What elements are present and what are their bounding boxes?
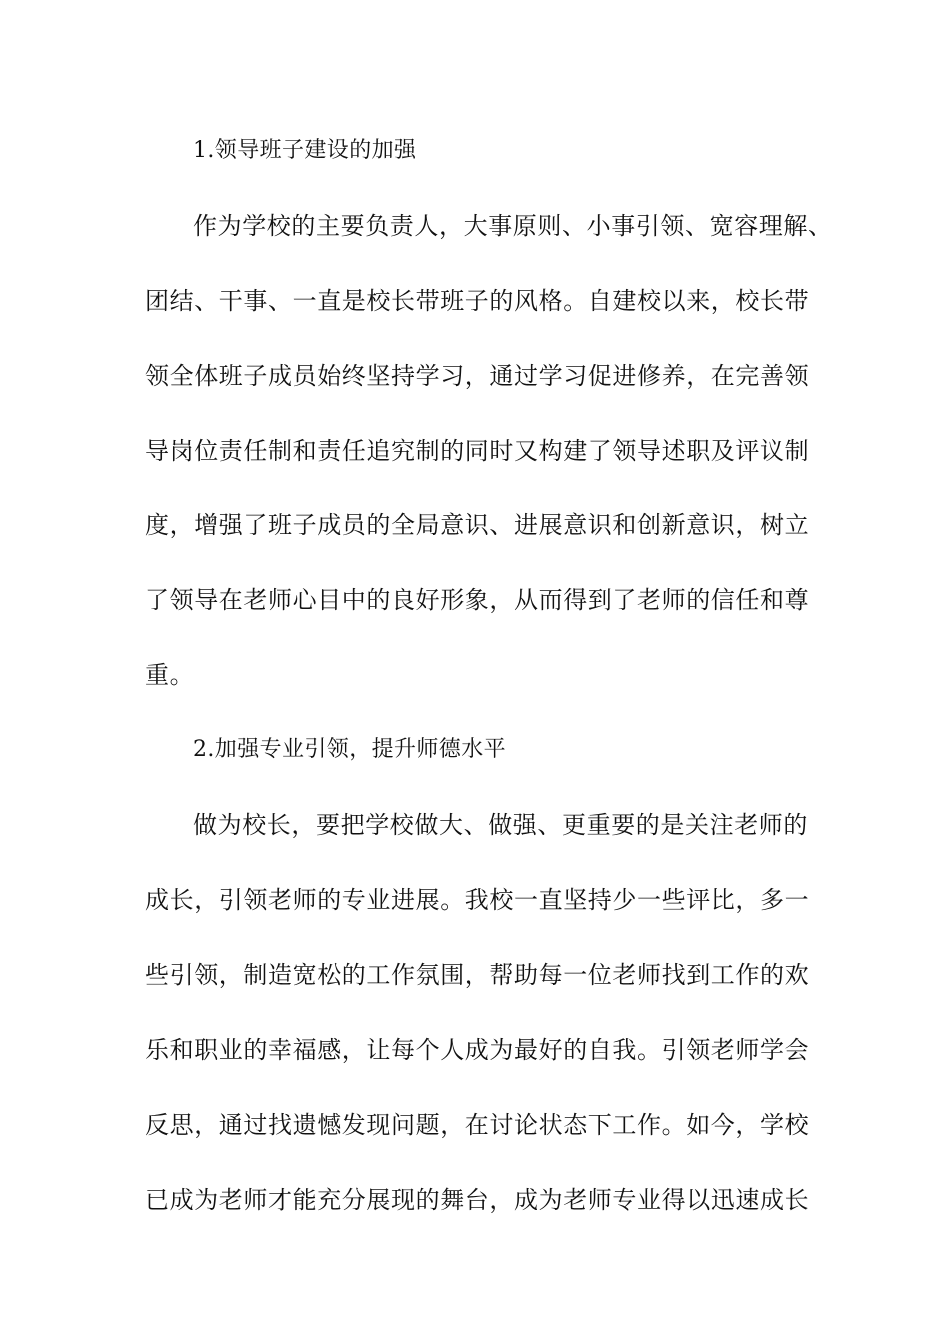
section-heading-1: 1.领导班子建设的加强 [193,138,417,163]
paragraph-line: 导岗位责任制和责任追究制的同时又构建了领导述职及评议制 [145,437,810,465]
paragraph-line: 作为学校的主要负责人，大事原则、小事引领、宽容理解、 [193,212,833,240]
paragraph-line: 成长，引领老师的专业进展。我校一直坚持少一些评比，多一 [145,886,810,914]
section-heading-2: 2.加强专业引领，提升师德水平 [193,737,506,762]
paragraph-line: 度，增强了班子成员的全局意识、进展意识和创新意识，树立 [145,511,810,539]
paragraph-line: 团结、干事、一直是校长带班子的风格。自建校以来，校长带 [145,287,810,315]
paragraph-line: 做为校长，要把学校做大、做强、更重要的是关注老师的 [193,811,808,839]
paragraph-line: 些引领，制造宽松的工作氛围，帮助每一位老师找到工作的欢 [145,961,810,989]
paragraph-line: 了领导在老师心目中的良好形象，从而得到了老师的信任和尊 [145,586,810,614]
paragraph-line: 反思，通过找遗憾发现问题，在讨论状态下工作。如今，学校 [145,1111,810,1139]
paragraph-line: 重。 [145,661,195,689]
paragraph-line: 乐和职业的幸福感，让每个人成为最好的自我。引领老师学会 [145,1036,810,1064]
paragraph-line: 已成为老师才能充分展现的舞台，成为老师专业得以迅速成长 [145,1186,810,1214]
paragraph-line: 领全体班子成员始终坚持学习，通过学习促进修养，在完善领 [145,362,810,390]
